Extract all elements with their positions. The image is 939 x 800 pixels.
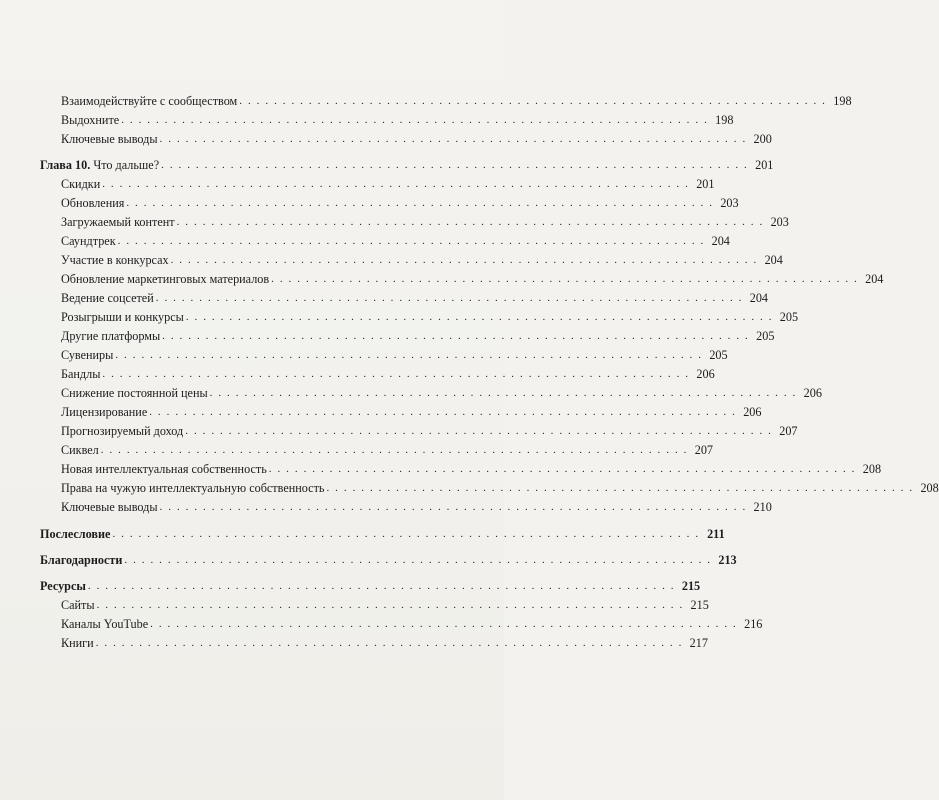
toc-leader-dots: . . . . . . . . . . . . . . . . . . . . . . . . . . . . . . . . . . . . . . . . . . . . . . . . . . . . . . . . . . . . . . . . . . . . <box>87 580 676 592</box>
toc-page-number: 208 <box>920 481 939 495</box>
toc-entry <box>61 175 715 193</box>
toc-leader-dots: . . . . . . . . . . . . . . . . . . . . . . . . . . . . . . . . . . . . . . . . . . . . . . . . . . . . . . . . . . . . . . . . . . . . <box>185 311 774 323</box>
toc-page-number: 205 <box>779 310 799 324</box>
toc-entry-label: Сиквел <box>61 443 99 457</box>
toc-leader-dots: . . . . . . . . . . . . . . . . . . . . . . . . . . . . . . . . . . . . . . . . . . . . . . . . . . . . . . . . . . . . . . . . . . . . <box>159 501 747 513</box>
toc-entry <box>61 251 783 269</box>
toc-page-number: 203 <box>770 215 789 229</box>
toc-entry-label: Бандлы <box>61 367 101 381</box>
toc-entry <box>61 327 775 345</box>
toc-entry <box>61 232 730 250</box>
toc-leader-dots: . . . . . . . . . . . . . . . . . . . . . . . . . . . . . . . . . . . . . . . . . . . . . . . . . . . . . . . . . . . . . . . . . . . . <box>268 463 857 475</box>
toc-leader-dots: . . . . . . . . . . . . . . . . . . . . . . . . . . . . . . . . . . . . . . . . . . . . . . . . . . . . . . . . . . . . . . . . . . . . <box>95 637 683 649</box>
toc-entry <box>61 479 939 497</box>
toc-page-number: 201 <box>696 177 715 191</box>
toc-leader-dots: . . . . . . . . . . . . . . . . . . . . . . . . . . . . . . . . . . . . . . . . . . . . . . . . . . . . . . . . . . . . . . . . . . . . <box>100 444 688 456</box>
toc-leader-dots: . . . . . . . . . . . . . . . . . . . . . . . . . . . . . . . . . . . . . . . . . . . . . . . . . . . . . . . . . . . . . . . . . . . . <box>150 618 738 630</box>
toc-leader-dots: . . . . . . . . . . . . . . . . . . . . . . . . . . . . . . . . . . . . . . . . . . . . . . . . . . . . . . . . . . . . . . . . . . . . <box>126 197 714 209</box>
toc-entry-label: Обновления <box>61 196 125 210</box>
toc-leader-dots: . . . . . . . . . . . . . . . . . . . . . . . . . . . . . . . . . . . . . . . . . . . . . . . . . . . . . . . . . . . . . . . . . . . . <box>117 235 705 247</box>
toc-entry-label: Розыгрыши и конкурсы <box>61 310 184 324</box>
toc-page-number: 200 <box>753 132 772 146</box>
toc-entry-label: Участие в конкурсах <box>61 253 169 267</box>
toc-entry-label: Лицензирование <box>61 405 148 419</box>
toc-entry-label: Загружаемый контент <box>61 215 175 229</box>
toc-section-afterword <box>40 525 725 543</box>
toc-entry-label: Сайты <box>61 598 95 612</box>
toc-leader-dots: . . . . . . . . . . . . . . . . . . . . . . . . . . . . . . . . . . . . . . . . . . . . . . . . . . . . . . . . . . . . . . . . . . . . <box>239 95 827 107</box>
toc-entry <box>61 441 713 459</box>
toc-entry-label: Ресурсы <box>40 579 86 593</box>
toc-entry <box>61 346 728 364</box>
toc-entry <box>61 270 884 288</box>
chapter-prefix: Глава 10. <box>40 158 91 172</box>
toc-entry-label: Саундтрек <box>61 234 116 248</box>
toc-entry <box>61 422 798 440</box>
toc-page-number: 204 <box>865 272 884 286</box>
toc-entry <box>61 384 822 402</box>
toc-entry-label: Права на чужую интеллектуальную собственность <box>61 481 325 495</box>
toc-leader-dots: . . . . . . . . . . . . . . . . . . . . . . . . . . . . . . . . . . . . . . . . . . . . . . . . . . . . . . . . . . . . . . . . . . . . <box>155 292 743 304</box>
toc-leader-dots: . . . . . . . . . . . . . . . . . . . . . . . . . . . . . . . . . . . . . . . . . . . . . . . . . . . . . . . . . . . . . . . . . . . . <box>124 554 712 566</box>
toc-entry-label: Каналы YouTube <box>61 617 149 631</box>
toc-entry-label: Сувениры <box>61 348 114 362</box>
toc-leader-dots: . . . . . . . . . . . . . . . . . . . . . . . . . . . . . . . . . . . . . . . . . . . . . . . . . . . . . . . . . . . . . . . . . . . . <box>149 406 737 418</box>
toc-leader-dots: . . . . . . . . . . . . . . . . . . . . . . . . . . . . . . . . . . . . . . . . . . . . . . . . . . . . . . . . . . . . . . . . . . . . <box>162 330 750 342</box>
toc-leader-dots: . . . . . . . . . . . . . . . . . . . . . . . . . . . . . . . . . . . . . . . . . . . . . . . . . . . . . . . . . . . . . . . . . . . . <box>112 528 700 540</box>
toc-leader-dots: . . . . . . . . . . . . . . . . . . . . . . . . . . . . . . . . . . . . . . . . . . . . . . . . . . . . . . . . . . . . . . . . . . . . <box>96 599 684 611</box>
toc-chapter-heading <box>40 156 774 174</box>
toc-entry-label: Снижение постоянной цены <box>61 386 208 400</box>
toc-entry <box>61 194 739 212</box>
toc-entry <box>61 92 852 110</box>
toc-section-acknowledgements <box>40 551 737 569</box>
toc-leader-dots: . . . . . . . . . . . . . . . . . . . . . . . . . . . . . . . . . . . . . . . . . . . . . . . . . . . . . . . . . . . . . . . . . . . . <box>102 368 690 380</box>
toc-section-resources <box>40 577 701 595</box>
toc-entry <box>61 213 789 231</box>
toc-entry-label: Книги <box>61 636 94 650</box>
toc-entry <box>61 615 763 633</box>
toc-page-number: 204 <box>764 253 783 267</box>
toc-entry-label: Выдохните <box>61 113 120 127</box>
toc-leader-dots: . . . . . . . . . . . . . . . . . . . . . . . . . . . . . . . . . . . . . . . . . . . . . . . . . . . . . . . . . . . . . . . . . . . . <box>185 425 773 437</box>
toc-entry <box>61 365 715 383</box>
toc-page-number: 216 <box>744 617 763 631</box>
toc-page-number: 215 <box>681 579 701 593</box>
toc-entry <box>61 460 882 478</box>
toc-page-number: 217 <box>689 636 708 650</box>
toc-page-number: 215 <box>690 598 709 612</box>
toc-leader-dots: . . . . . . . . . . . . . . . . . . . . . . . . . . . . . . . . . . . . . . . . . . . . . . . . . . . . . . . . . . . . . . . . . . . . <box>161 159 749 171</box>
toc-entry-label: Ключевые выводы <box>61 132 158 146</box>
toc-page-number: 208 <box>862 462 882 476</box>
toc-entry-label: Прогнозируемый доход <box>61 424 184 438</box>
toc-page-number: 206 <box>803 386 822 400</box>
toc-entry-label: Взаимодействуйте с сообществом <box>61 94 238 108</box>
toc-leader-dots: . . . . . . . . . . . . . . . . . . . . . . . . . . . . . . . . . . . . . . . . . . . . . . . . . . . . . . . . . . . . . . . . . . . . <box>170 254 758 266</box>
toc-entry <box>61 111 734 129</box>
toc-entry-label: Ключевые выводы <box>61 500 158 514</box>
toc-entry-label: Скидки <box>61 177 101 191</box>
toc-entry-label: Другие платформы <box>61 329 161 343</box>
toc-leader-dots: . . . . . . . . . . . . . . . . . . . . . . . . . . . . . . . . . . . . . . . . . . . . . . . . . . . . . . . . . . . . . . . . . . . . <box>271 273 859 285</box>
toc-page-number: 198 <box>715 113 734 127</box>
toc-entry-label: Послесловие <box>40 527 111 541</box>
toc-page-number: 207 <box>694 443 713 457</box>
toc-page-number: 203 <box>720 196 739 210</box>
toc-page-number: 210 <box>753 500 772 514</box>
toc-page-number: 201 <box>755 158 774 172</box>
toc-leader-dots: . . . . . . . . . . . . . . . . . . . . . . . . . . . . . . . . . . . . . . . . . . . . . . . . . . . . . . . . . . . . . . . . . . . . <box>176 216 764 228</box>
toc-entry-label: Обновление маркетинговых материалов <box>61 272 270 286</box>
toc-leader-dots: . . . . . . . . . . . . . . . . . . . . . . . . . . . . . . . . . . . . . . . . . . . . . . . . . . . . . . . . . . . . . . . . . . . . <box>326 482 914 494</box>
chapter-title: Что дальше? <box>93 158 160 172</box>
toc-page-number: 204 <box>711 234 730 248</box>
toc-entry-label: Ведение соцсетей <box>61 291 154 305</box>
toc-leader-dots: . . . . . . . . . . . . . . . . . . . . . . . . . . . . . . . . . . . . . . . . . . . . . . . . . . . . . . . . . . . . . . . . . . . . <box>121 114 709 126</box>
toc-entry <box>61 498 772 516</box>
toc-leader-dots: . . . . . . . . . . . . . . . . . . . . . . . . . . . . . . . . . . . . . . . . . . . . . . . . . . . . . . . . . . . . . . . . . . . . <box>159 133 747 145</box>
toc-entry-label: Благодарности <box>40 553 123 567</box>
toc-page-number: 207 <box>779 424 798 438</box>
toc-page-number: 204 <box>749 291 768 305</box>
toc-entry <box>61 308 799 326</box>
toc-page-number: 206 <box>743 405 762 419</box>
toc-entry-label: Новая интеллектуальная собственность <box>61 462 267 476</box>
toc-leader-dots: . . . . . . . . . . . . . . . . . . . . . . . . . . . . . . . . . . . . . . . . . . . . . . . . . . . . . . . . . . . . . . . . . . . . <box>102 178 690 190</box>
toc-page-number: 206 <box>696 367 715 381</box>
toc-entry <box>61 289 768 307</box>
toc-leader-dots: . . . . . . . . . . . . . . . . . . . . . . . . . . . . . . . . . . . . . . . . . . . . . . . . . . . . . . . . . . . . . . . . . . . . <box>209 387 797 399</box>
toc-page-number: 205 <box>756 329 775 343</box>
toc-entry <box>61 130 772 148</box>
toc-entry <box>61 634 708 652</box>
toc-page-number: 211 <box>707 527 725 541</box>
toc-entry <box>61 403 762 421</box>
toc-page-number: 213 <box>718 553 737 567</box>
toc-page-number: 198 <box>833 94 852 108</box>
toc-page-number: 205 <box>709 348 728 362</box>
toc-entry <box>61 596 709 614</box>
toc-leader-dots: . . . . . . . . . . . . . . . . . . . . . . . . . . . . . . . . . . . . . . . . . . . . . . . . . . . . . . . . . . . . . . . . . . . . <box>115 349 703 361</box>
